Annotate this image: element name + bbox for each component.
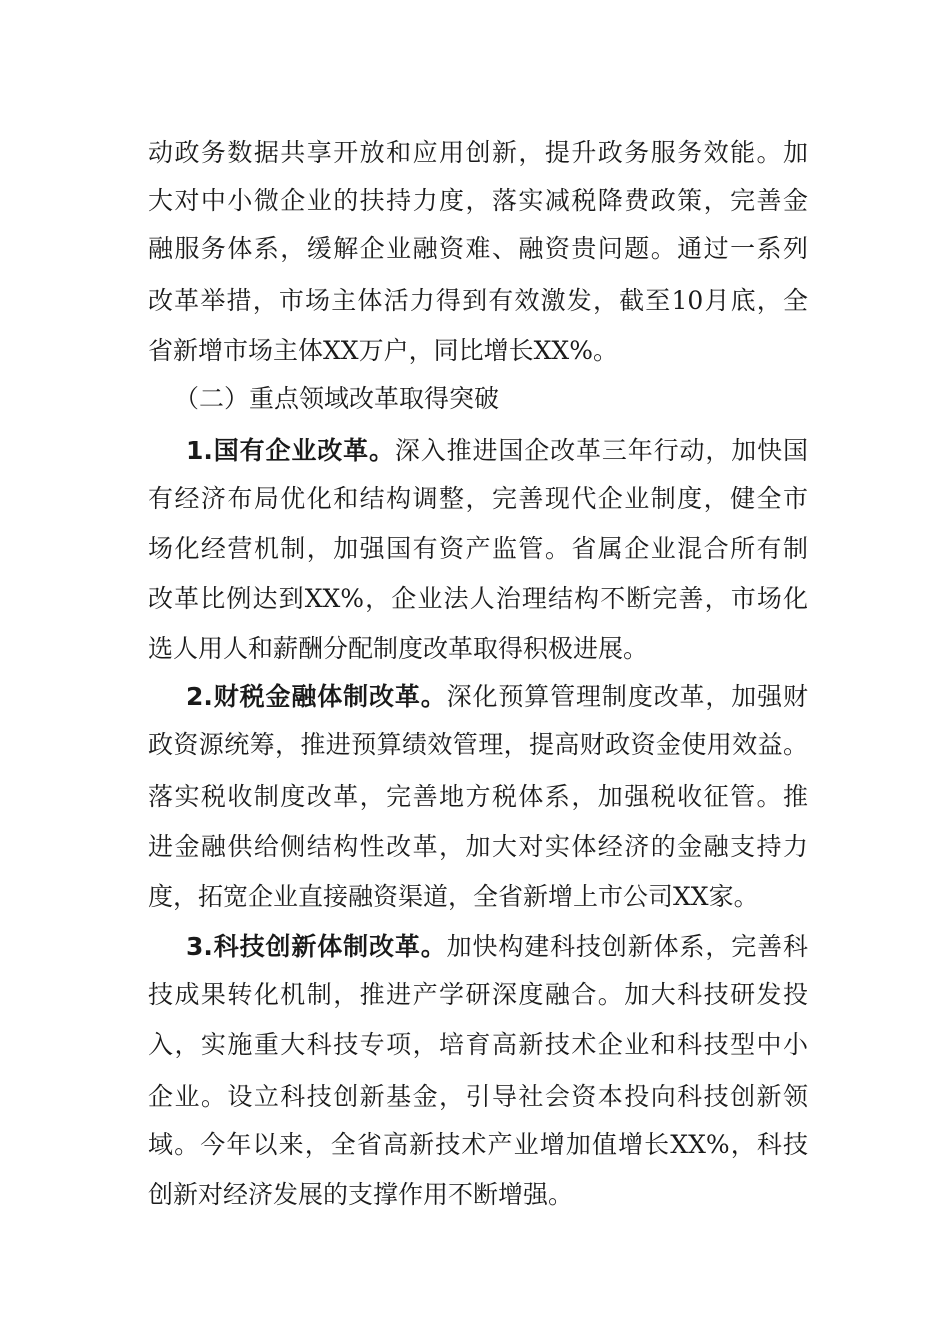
paragraph-line: 有经济布局优化和结构调整，完善现代企业制度，健全市: [148, 484, 808, 513]
paragraph-line: 度，拓宽企业直接融资渠道，全省新增上市公司XX家。: [148, 882, 759, 911]
paragraph-line: 改革比例达到XX%，企业法人治理结构不断完善，市场化: [148, 584, 808, 613]
item-1-first-line-text: 深入推进国企改革三年行动，加快国: [394, 436, 808, 465]
item-2-first-line: [186, 672, 808, 722]
paragraph-line: 省新增市场主体XX万户，同比增长XX%。: [148, 336, 618, 365]
paragraph-line: 创新对经济发展的支撑作用不断增强。: [148, 1180, 574, 1209]
paragraph-line: 技成果转化机制，推进产学研深度融合。加大科技研发投: [148, 980, 808, 1009]
paragraph-line: 大对中小微企业的扶持力度，落实减税降费政策，完善金: [148, 186, 808, 215]
item-2-title: 2.财税金融体制改革。: [186, 682, 447, 711]
paragraph-line: 进金融供给侧结构性改革，加大对实体经济的金融支持力: [148, 832, 808, 861]
paragraph-line: 域。今年以来，全省高新技术产业增加值增长XX%，科技: [148, 1130, 808, 1159]
paragraph-line: 政资源统筹，推进预算绩效管理，提高财政资金使用效益。: [148, 730, 808, 759]
paragraph-line: 入，实施重大科技专项，培育高新技术企业和科技型中小: [148, 1030, 808, 1059]
paragraph-line: 落实税收制度改革，完善地方税体系，加强税收征管。推: [148, 782, 808, 811]
item-3-title: 3.科技创新体制改革。: [186, 932, 447, 961]
item-2-first-line-text: 深化预算管理制度改革，加强财: [446, 682, 808, 711]
paragraph-line: 选人用人和薪酬分配制度改革取得积极进展。: [148, 634, 649, 663]
item-1-title: 1.国有企业改革。: [186, 436, 395, 465]
paragraph-line: 场化经营机制，加强国有资产监管。省属企业混合所有制: [148, 534, 808, 563]
paragraph-line: 改革举措，市场主体活力得到有效激发，截至10月底，全: [148, 286, 808, 315]
paragraph-line: 企业。设立科技创新基金，引导社会资本投向科技创新领: [148, 1082, 808, 1111]
item-3-first-line: [186, 922, 808, 972]
section-heading: （二）重点领域改革取得突破: [174, 384, 500, 413]
paragraph-line: 动政务数据共享开放和应用创新，提升政务服务效能。加: [148, 138, 808, 167]
paragraph-line: 融服务体系，缓解企业融资难、融资贵问题。通过一系列: [148, 234, 808, 263]
item-1-first-line: [186, 426, 808, 476]
item-3-first-line-text: 加快构建科技创新体系，完善科: [446, 932, 808, 961]
